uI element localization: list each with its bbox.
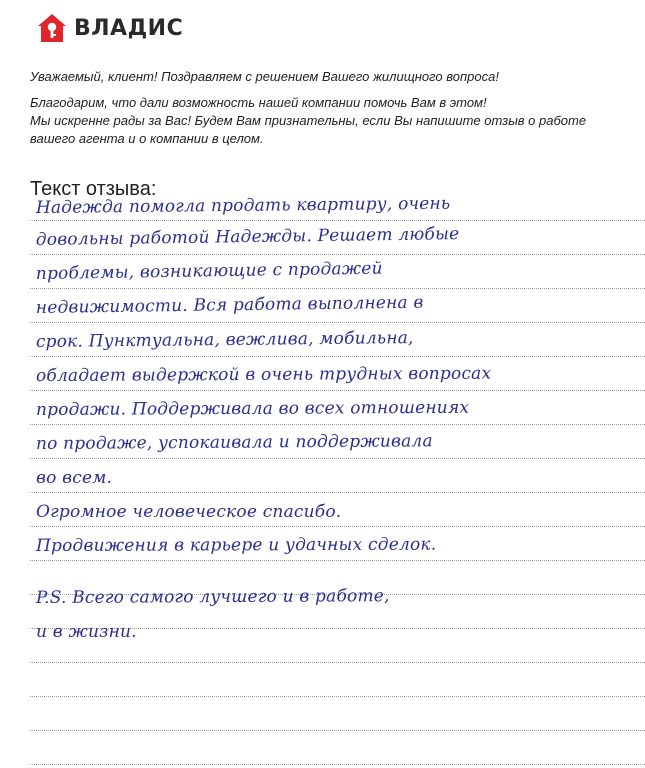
ruled-line (30, 560, 645, 561)
intro-line: Мы искренне рады за Вас! Будем Вам признательны, если Вы напишите отзыв о работе (30, 113, 587, 128)
intro-text (30, 68, 620, 156)
ruled-line (30, 322, 645, 323)
handwritten-line: во всем. (36, 468, 113, 488)
ruled-line (30, 356, 645, 357)
intro-line: вашего агента и о компании в целом. (30, 131, 264, 146)
review-lined-area (30, 193, 645, 768)
ruled-line (30, 458, 645, 459)
intro-line: Благодарим, что дали возможность нашей компании помочь Вам в этом! (30, 95, 487, 110)
handwritten-line: срок. Пунктуальна, вежлива, мобильна, (35, 328, 414, 352)
handwritten-line: Продвижения в карьере и удачных сделок. (35, 534, 437, 556)
handwritten-line: P.S. Всего самого лучшего и в работе, (35, 586, 390, 608)
ruled-line (30, 254, 645, 255)
ruled-line (30, 696, 645, 697)
ruled-line (30, 764, 645, 765)
handwritten-line: обладает выдержкой в очень трудных вопросах (35, 363, 492, 386)
ruled-line (30, 220, 645, 221)
brand-name: ВЛАДИС (74, 15, 184, 41)
handwritten-line: недвижимости. Вся работа выполнена в (35, 292, 424, 318)
handwritten-line: продажи. Поддерживала во всех отношениях (35, 397, 470, 420)
brand-logo (36, 12, 183, 44)
ruled-line (30, 730, 645, 731)
house-key-icon (36, 12, 68, 44)
handwritten-line: проблемы, возникающие с продажей (35, 258, 383, 284)
ruled-line (30, 526, 645, 527)
handwritten-line: довольны работой Надежды. Решает любые (35, 224, 460, 250)
handwritten-line: и в жизни. (36, 622, 137, 642)
intro-greeting: Уважаемый, клиент! Поздравляем с решением Вашего жилищного вопроса! (30, 69, 499, 84)
ruled-line (30, 288, 645, 289)
handwritten-line: Надежда помогла продать квартиру, очень (35, 193, 451, 218)
ruled-line (30, 390, 645, 391)
intro-message (30, 94, 620, 148)
ruled-line (30, 424, 645, 425)
ruled-line (30, 492, 645, 493)
handwritten-line: по продаже, успокаивала и поддерживала (35, 431, 433, 454)
review-title: Текст отзыва: (30, 178, 157, 200)
handwritten-line: Огромное человеческое спасибо. (36, 502, 342, 522)
ruled-line (30, 662, 645, 663)
